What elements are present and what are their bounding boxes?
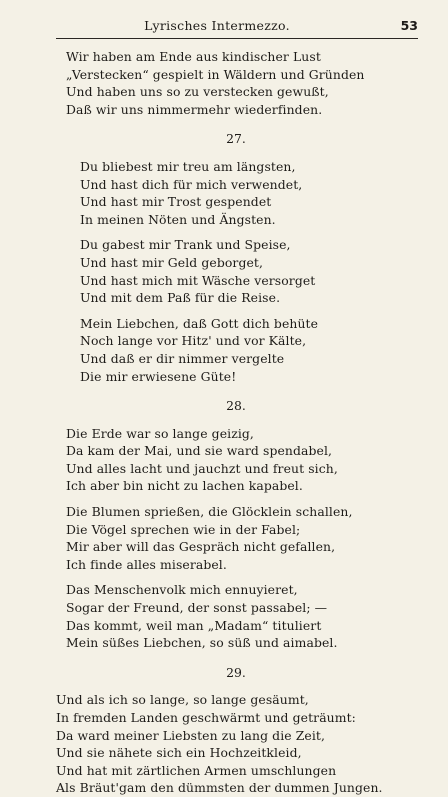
poem28-stanza-2 <box>66 503 406 573</box>
poem27-stanza-2 <box>66 236 406 306</box>
verse-line: Ich finde alles miserabel. <box>66 556 227 572</box>
verse-line: Das kommt, weil man „Madam“ tituliert <box>66 617 322 633</box>
verse-line: Das Menschenvolk mich ennuyieret, <box>66 582 298 598</box>
verse-line: Mein Liebchen, daß Gott dich behüte <box>80 315 319 331</box>
page-header <box>56 18 418 36</box>
verse-line: Noch lange vor Hitz' und vor Kälte, <box>80 333 307 349</box>
verse-line: Daß wir uns nimmermehr wiederfinden. <box>66 101 323 117</box>
verse-line: Und daß er dir nimmer vergelte <box>80 350 285 366</box>
poem27-stanza-1 <box>66 158 406 228</box>
poem28-stanza-1 <box>66 425 406 495</box>
verse-line: Und sie nähete sich ein Hochzeitkleid, <box>56 745 302 761</box>
verse-line: Und hast mir Geld geborget, <box>80 254 264 270</box>
poem-number: 29. <box>226 664 246 680</box>
verse-line: Und hast mir Trost gespendet <box>80 194 272 210</box>
verse-line: In fremden Landen geschwärmt und geträumt: <box>56 710 356 725</box>
header-rule <box>56 38 418 39</box>
verse-line: Und alles lacht und jauchzt und freut sich, <box>66 460 338 476</box>
verse-line: In meinen Nöten und Ängsten. <box>80 211 276 227</box>
page-content <box>56 48 406 797</box>
verse-line: Die Erde war so lange geizig, <box>66 425 254 441</box>
verse-line: Du gabest mir Trank und Speise, <box>80 237 291 253</box>
verse-line: Als Bräut'gam den dümmsten der dummen Jungen. <box>56 780 383 796</box>
verse-line: „Verstecken“ gespielt in Wäldern und Gründen <box>66 66 365 82</box>
poem29-stanza <box>56 691 406 797</box>
verse-line: Da ward meiner Liebsten zu lang die Zeit, <box>56 727 326 743</box>
running-head: Lyrisches Intermezzo. <box>144 18 290 33</box>
verse-line: Und als ich so lange, so lange gesäumt, <box>56 692 309 708</box>
verse-line: Da kam der Mai, und sie ward spendabel, <box>66 443 333 459</box>
poem-number: 28. <box>226 398 246 414</box>
verse-line: Du bliebest mir treu am längsten, <box>80 158 296 174</box>
verse-line: Die Vögel sprechen wie in der Fabel; <box>66 521 301 537</box>
verse-line: Mir aber will das Gespräch nicht gefallen, <box>66 539 336 555</box>
verse-line: Und mit dem Paß für die Reise. <box>80 290 281 306</box>
verse-line: Ich aber bin nicht zu lachen kapabel. <box>66 478 303 494</box>
fragment-stanza <box>66 48 406 118</box>
verse-line: Und hast mich mit Wäsche versorget <box>80 272 316 288</box>
verse-line: Und hast dich für mich verwendet, <box>80 176 303 192</box>
page-number: 53 <box>400 18 418 33</box>
poem-number: 27. <box>226 131 246 147</box>
verse-line: Die Blumen sprießen, die Glöcklein schallen, <box>66 504 353 520</box>
poem28-stanza-3 <box>66 581 406 651</box>
verse-line: Sogar der Freund, der sonst passabel; — <box>66 600 328 616</box>
verse-line: Die mir erwiesene Güte! <box>80 368 237 384</box>
verse-line: Und hat mit zärtlichen Armen umschlungen <box>56 762 337 778</box>
poem27-stanza-3 <box>66 315 406 385</box>
verse-line: Wir haben am Ende aus kindischer Lust <box>66 49 321 64</box>
verse-line: Mein süßes Liebchen, so süß und aimabel. <box>66 635 338 651</box>
verse-line: Und haben uns so zu verstecken gewußt, <box>66 84 329 100</box>
